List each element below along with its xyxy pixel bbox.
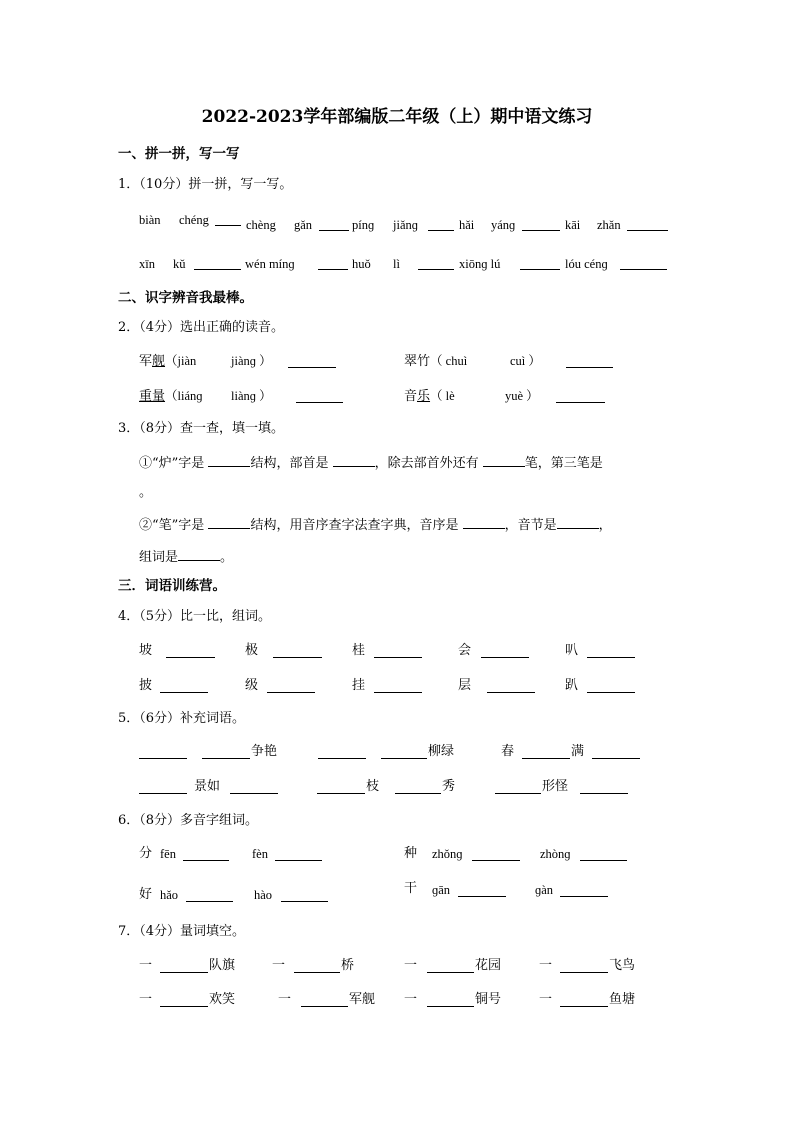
pinyin: pínɡ xyxy=(352,218,375,232)
question-2-heading: 2．（4分）选出正确的读音。 xyxy=(118,320,285,335)
answer-blank[interactable] xyxy=(560,884,608,897)
answer-blank[interactable] xyxy=(294,960,340,973)
pinyin: hǎo xyxy=(160,888,179,902)
answer-blank[interactable] xyxy=(560,994,608,1007)
noun: 花园 xyxy=(475,958,502,973)
underlined-char: 重量 xyxy=(139,389,166,404)
answer-blank[interactable] xyxy=(166,645,215,658)
word-fragment: 满 xyxy=(571,744,585,759)
answer-blank[interactable] xyxy=(208,516,250,529)
answer-blank[interactable] xyxy=(592,746,640,759)
pinyin-option[interactable]: （ lè xyxy=(430,389,455,403)
question-2-item xyxy=(139,353,196,370)
answer-blank[interactable] xyxy=(620,257,667,270)
numeral: 一 xyxy=(272,958,286,973)
word-fragment: 景如 xyxy=(194,779,221,794)
pinyin-option[interactable]: cuì ） xyxy=(510,354,541,368)
numeral: 一 xyxy=(139,992,153,1007)
question-5-heading: 5．（6分）补充词语。 xyxy=(118,711,246,726)
pinyin-option[interactable]: （ chuì xyxy=(430,354,468,368)
pinyin: lì xyxy=(393,257,400,271)
answer-blank[interactable] xyxy=(317,781,365,794)
pinyin-option[interactable]: yuè ） xyxy=(505,389,539,403)
answer-blank[interactable] xyxy=(481,645,529,658)
text: 。 xyxy=(220,550,234,565)
answer-blank[interactable] xyxy=(557,516,599,529)
noun: 桥 xyxy=(341,958,355,973)
pinyin-option[interactable]: （jiàn xyxy=(165,354,197,368)
pinyin: xiōnɡ lú xyxy=(459,257,501,271)
pinyin: fēn xyxy=(160,847,176,861)
answer-blank[interactable] xyxy=(301,994,348,1007)
answer-blank[interactable] xyxy=(483,454,525,467)
answer-blank[interactable] xyxy=(587,680,635,693)
answer-blank[interactable] xyxy=(560,960,608,973)
answer-blank[interactable] xyxy=(381,746,427,759)
answer-blank[interactable] xyxy=(230,781,278,794)
question-3-line-1-end: 。 xyxy=(139,485,153,500)
answer-blank[interactable] xyxy=(186,889,233,902)
noun: 飞鸟 xyxy=(609,958,636,973)
answer-blank[interactable] xyxy=(374,645,422,658)
pinyin: wén mínɡ xyxy=(245,257,295,271)
pinyin: jiǎnɡ xyxy=(393,218,418,232)
answer-blank[interactable] xyxy=(418,257,454,270)
pinyin: xīn xyxy=(139,257,155,271)
character: 坡 xyxy=(139,643,153,658)
underlined-char: 舰 xyxy=(152,354,166,369)
question-2-item xyxy=(404,388,455,405)
word: 翠竹 xyxy=(404,354,431,369)
text: ，除去部首外还有 xyxy=(374,456,479,471)
text: 笔，第三笔是 xyxy=(524,456,603,471)
word: 音 xyxy=(404,389,418,404)
text: 结构，用音序查字法查字典，音序是 xyxy=(250,518,459,533)
section-heading-3: 三．词语训练营。 xyxy=(118,578,226,594)
word-fragment: 柳绿 xyxy=(428,744,455,759)
character: 披 xyxy=(139,678,153,693)
word-fragment: 争艳 xyxy=(251,744,278,759)
pinyin: zhǎn xyxy=(597,218,621,232)
answer-blank[interactable] xyxy=(487,680,535,693)
pinyin: hào xyxy=(254,888,273,902)
answer-blank[interactable] xyxy=(296,390,343,403)
numeral: 一 xyxy=(404,992,418,1007)
numeral: 一 xyxy=(539,958,553,973)
character: 种 xyxy=(404,846,418,861)
character: 挂 xyxy=(352,678,366,693)
noun: 军舰 xyxy=(349,992,376,1007)
character: 会 xyxy=(458,643,472,658)
numeral: 一 xyxy=(139,958,153,973)
character: 桂 xyxy=(352,643,366,658)
word: 军 xyxy=(139,354,153,369)
answer-blank[interactable] xyxy=(139,746,187,759)
answer-blank[interactable] xyxy=(160,960,208,973)
question-3-line-3 xyxy=(139,548,233,566)
noun: 铜号 xyxy=(475,992,502,1007)
answer-blank[interactable] xyxy=(281,889,328,902)
answer-blank[interactable] xyxy=(208,454,250,467)
answer-blank[interactable] xyxy=(267,680,315,693)
answer-blank[interactable] xyxy=(288,355,336,368)
pinyin: chéng xyxy=(179,213,209,227)
answer-blank[interactable] xyxy=(580,848,627,861)
pinyin: kǔ xyxy=(173,257,186,271)
pinyin: kāi xyxy=(565,218,581,232)
section-heading-2: 二、识字辨音我最棒。 xyxy=(118,290,253,306)
text: ， xyxy=(598,518,612,533)
answer-blank[interactable] xyxy=(463,516,505,529)
pinyin: gǎn xyxy=(294,218,313,232)
answer-blank[interactable] xyxy=(472,848,520,861)
answer-blank[interactable] xyxy=(160,994,208,1007)
question-7-heading: 7．（4分）量词填空。 xyxy=(118,924,246,939)
pinyin: hǎi xyxy=(459,218,475,232)
word-fragment: 枝 xyxy=(366,779,380,794)
answer-blank[interactable] xyxy=(428,218,454,231)
answer-blank[interactable] xyxy=(183,848,229,861)
underlined-char: 乐 xyxy=(417,389,431,404)
question-4-heading: 4．（5分）比一比，组词。 xyxy=(118,609,272,624)
pinyin: biàn xyxy=(139,213,161,227)
word-fragment: 形怪 xyxy=(542,779,569,794)
word-fragment: 秀 xyxy=(442,779,456,794)
character: 层 xyxy=(458,678,472,693)
answer-blank[interactable] xyxy=(522,746,570,759)
question-2-item xyxy=(404,353,467,370)
text: 结构，部首是 xyxy=(250,456,329,471)
character: 趴 xyxy=(565,678,579,693)
numeral: 一 xyxy=(539,992,553,1007)
question-3-line-2 xyxy=(139,516,612,534)
pinyin: ɡàn xyxy=(535,883,554,897)
answer-blank[interactable] xyxy=(495,781,541,794)
pinyin-option[interactable]: jiànɡ ） xyxy=(231,354,272,368)
answer-blank[interactable] xyxy=(580,781,628,794)
answer-blank[interactable] xyxy=(427,960,474,973)
pinyin: zhònɡ xyxy=(540,847,571,861)
numeral: 一 xyxy=(404,958,418,973)
pinyin: yánɡ xyxy=(491,218,516,232)
answer-blank[interactable] xyxy=(202,746,250,759)
answer-blank[interactable] xyxy=(458,884,506,897)
noun: 鱼塘 xyxy=(609,992,636,1007)
pinyin-option[interactable]: liànɡ ） xyxy=(231,389,272,403)
answer-blank[interactable] xyxy=(333,454,375,467)
character: 好 xyxy=(139,887,153,902)
pinyin: zhǒnɡ xyxy=(432,847,463,861)
character: 级 xyxy=(245,678,259,693)
answer-blank[interactable] xyxy=(587,645,635,658)
answer-blank[interactable] xyxy=(395,781,441,794)
answer-blank[interactable] xyxy=(318,746,366,759)
pinyin: fèn xyxy=(252,847,268,861)
answer-blank[interactable] xyxy=(556,390,605,403)
text: ①“炉”字是 xyxy=(139,456,205,471)
text: ，音节是 xyxy=(504,518,557,533)
question-3-line-1 xyxy=(139,454,603,472)
character: 分 xyxy=(139,846,153,861)
text: 组词是 xyxy=(139,550,179,565)
answer-blank[interactable] xyxy=(215,213,241,226)
word-fragment: 春 xyxy=(501,744,515,759)
page-title: 2022-2023学年部编版二年级（上）期中语文练习 xyxy=(201,107,593,127)
answer-blank[interactable] xyxy=(520,257,560,270)
question-2-item xyxy=(139,388,203,405)
answer-blank[interactable] xyxy=(178,548,220,561)
pinyin: ɡān xyxy=(432,883,451,897)
pinyin-option[interactable]: （liánɡ xyxy=(165,389,203,403)
question-3-heading: 3．（8分）查一查，填一填。 xyxy=(118,421,285,436)
answer-blank[interactable] xyxy=(627,218,668,231)
text: ②“笔”字是 xyxy=(139,518,205,533)
answer-blank[interactable] xyxy=(160,680,208,693)
answer-blank[interactable] xyxy=(139,781,187,794)
answer-blank[interactable] xyxy=(319,218,349,231)
answer-blank[interactable] xyxy=(273,645,322,658)
answer-blank[interactable] xyxy=(427,994,474,1007)
question-1-heading: 1．（10分）拼一拼，写一写。 xyxy=(118,177,293,192)
character: 极 xyxy=(245,643,259,658)
pinyin: lóu cénɡ xyxy=(565,257,608,271)
pinyin: huǒ xyxy=(352,257,371,271)
answer-blank[interactable] xyxy=(522,218,560,231)
numeral: 一 xyxy=(278,992,292,1007)
character: 叭 xyxy=(565,643,579,658)
answer-blank[interactable] xyxy=(374,680,422,693)
question-6-heading: 6．（8分）多音字组词。 xyxy=(118,813,259,828)
noun: 欢笑 xyxy=(209,992,236,1007)
section-heading-1: 一、拼一拼，写一写 xyxy=(118,146,240,162)
answer-blank[interactable] xyxy=(566,355,613,368)
answer-blank[interactable] xyxy=(275,848,322,861)
answer-blank[interactable] xyxy=(194,257,241,270)
character: 干 xyxy=(404,881,418,896)
answer-blank[interactable] xyxy=(318,257,348,270)
pinyin: chèng xyxy=(246,218,276,232)
noun: 队旗 xyxy=(209,958,236,973)
